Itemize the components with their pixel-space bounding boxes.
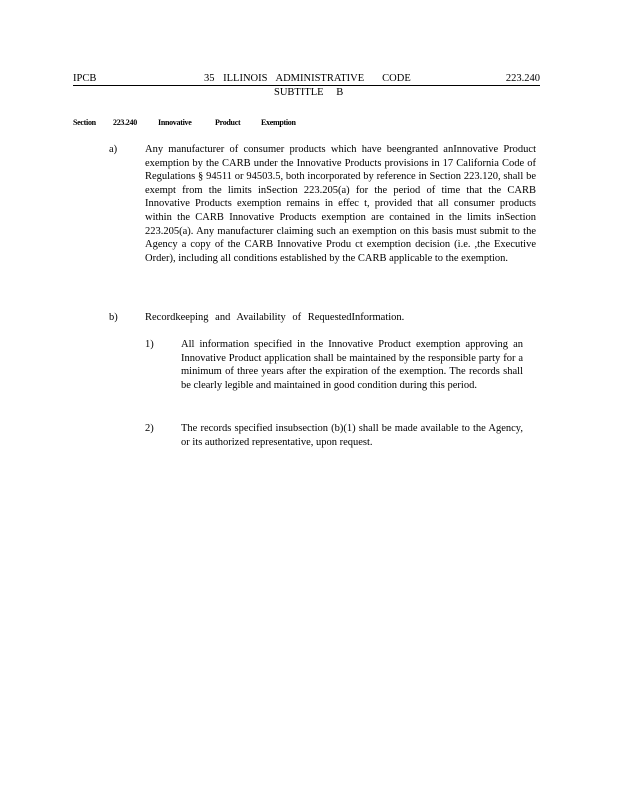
section-number: 223.240: [113, 118, 137, 127]
item-a-text: Any manufacturer of consumer products which have beengranted anInnovative Product exemption by the CARB under the Innovative Products provisions in 17 California Code of Regulations § 94511 or 94503.5, both incorporated by reference in Section 223.120, shall be exempt from the limits inSection 223.205(a) for the period of time that the CARB Innovative Products exemption remains in effec t, provided that all consumer products within the CARB Innovative Products exemption are contained in the limits inSection 223.205(a). Any manufacturer claiming such an exemption on this basis must submit to the Agency a copy of the CARB Innovative Produ ct exemption decision (i.e. ,the Executive Order), including all conditions established by the CARB applicable to the exemption.: [145, 144, 536, 264]
item-b1-label: 1): [145, 339, 154, 350]
header-title-text: 35 ILLINOIS ADMINISTRATIVE: [204, 73, 365, 84]
item-b1-text: All information specified in the Innovative Product exemption approving an Innovative Product application shall be maintained by the responsible party for a minimum of three years after the expiration of the exemption. The records shall be clearly legible and maintained in good condition during this period.: [181, 339, 523, 391]
header-title: [204, 72, 411, 86]
section-title-word-2: Product: [215, 118, 241, 127]
header-subtitle: SUBTITLE B: [274, 87, 344, 98]
section-label: Section: [73, 118, 96, 127]
page-header: [73, 72, 540, 85]
item-b-text: Recordkeeping and Availability of RequestedInformation.: [145, 312, 405, 323]
item-b2-label: 2): [145, 423, 154, 434]
header-code-word: CODE: [382, 73, 411, 84]
item-b2-text: The records specified insubsection (b)(1) shall be made available to the Agency, or its authorized representative, upon request.: [181, 423, 523, 448]
item-b-label: b): [109, 312, 118, 323]
section-title-word-1: Innovative: [158, 118, 192, 127]
item-a-label: a): [109, 144, 118, 155]
section-title-word-3: Exemption: [261, 118, 296, 127]
header-section-number: 223.240: [505, 73, 540, 84]
header-agency: IPCB: [73, 73, 97, 84]
